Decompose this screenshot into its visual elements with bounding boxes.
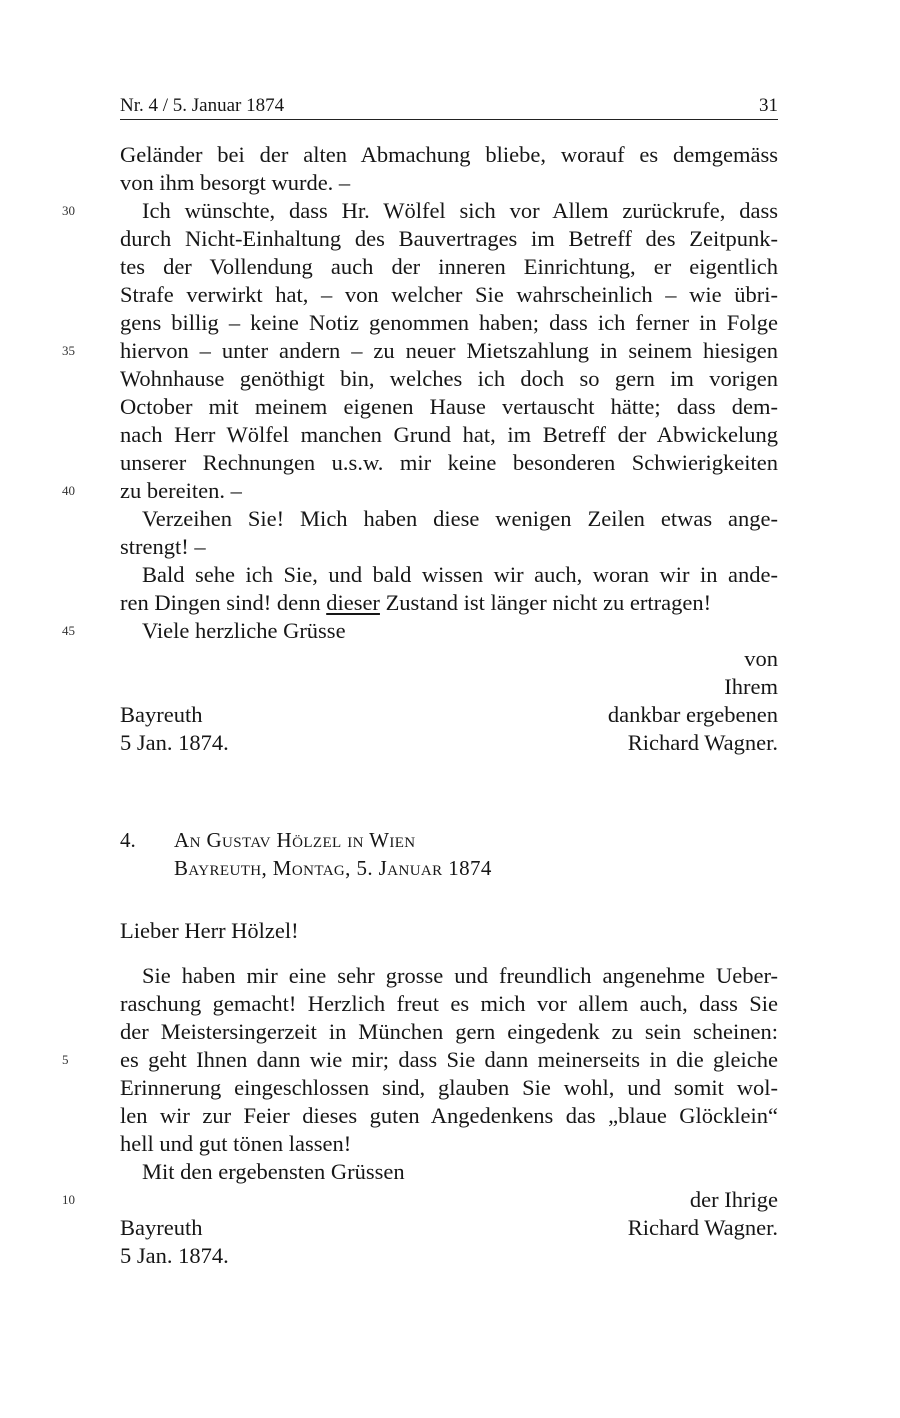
salutation: Lieber Herr Hölzel! bbox=[120, 918, 299, 943]
text-line: Mit den ergebensten Grüssen bbox=[142, 1159, 405, 1184]
text-line: hiervon – unter andern – zu neuer Mietszahlung in seinem hiesigen bbox=[120, 338, 778, 363]
text-line: len wir zur Feier dieses guten Angedenkens das „blaue Glöcklein“ bbox=[120, 1103, 778, 1128]
line-number: 35 bbox=[62, 343, 75, 358]
closing-line: Ihrem bbox=[724, 674, 778, 699]
text-line: strengt! – bbox=[120, 534, 206, 559]
line-number: 30 bbox=[62, 203, 75, 218]
letter-number: 4. bbox=[120, 828, 136, 852]
letter-title: An Gustav Hölzel in Wien bbox=[174, 828, 416, 852]
text-line: raschung gemacht! Herzlich freut es mich vor allem auch, dass Sie bbox=[120, 991, 778, 1016]
closing-line: dankbar ergebenen bbox=[607, 702, 778, 727]
text-line: Erinnerung eingeschlossen sind, glauben Sie wohl, und somit wol- bbox=[120, 1075, 778, 1100]
line-number: 45 bbox=[62, 623, 75, 638]
text-line: der Meistersingerzeit in München gern eingedenk zu sein scheinen: bbox=[120, 1019, 778, 1044]
line-number: 5 bbox=[62, 1052, 69, 1067]
place: Bayreuth bbox=[120, 702, 203, 727]
text-line: Strafe verwirkt hat, – von welcher Sie wahrscheinlich – wie übri- bbox=[120, 282, 778, 307]
letter-dateline: Bayreuth, Montag, 5. Januar 1874 bbox=[174, 856, 492, 880]
text-line: gens billig – keine Notiz genommen haben; dass ich ferner in Folge bbox=[120, 310, 778, 335]
text-line: Wohnhause genöthigt bin, welches ich doch so gern im vorigen bbox=[120, 366, 778, 391]
text-line: Viele herzliche Grüsse bbox=[142, 618, 346, 643]
signature: Richard Wagner. bbox=[627, 730, 778, 755]
place: Bayreuth bbox=[120, 1215, 203, 1240]
text-segment: Zustand ist länger nicht zu ertragen! bbox=[379, 590, 712, 615]
text-line: Geländer bei der alten Abmachung bliebe, worauf es demgemäss bbox=[120, 142, 778, 167]
date: 5 Jan. 1874. bbox=[120, 1243, 229, 1268]
line-number: 10 bbox=[62, 1192, 75, 1207]
text-line: Bald sehe ich Sie, und bald wissen wir auch, woran wir in ande- bbox=[142, 562, 778, 587]
text-line: tes der Vollendung auch der inneren Einrichtung, er eigentlich bbox=[120, 254, 778, 279]
text-line: durch Nicht-Einhaltung des Bauvertrages im Betreff des Zeitpunk- bbox=[120, 226, 778, 251]
text-line: es geht Ihnen dann wie mir; dass Sie dann meinerseits in die gleiche bbox=[120, 1047, 778, 1072]
underlined-word: dieser bbox=[326, 590, 380, 615]
text-line: zu bereiten. – bbox=[120, 478, 242, 503]
text-line: unserer Rechnungen u.s.w. mir keine besonderen Schwierigkeiten bbox=[120, 450, 778, 475]
header-title: Nr. 4 / 5. Januar 1874 bbox=[120, 95, 285, 116]
text-line: Sie haben mir eine sehr grosse und freundlich angenehme Ueber- bbox=[142, 963, 778, 988]
text-line: Ich wünschte, dass Hr. Wölfel sich vor Allem zurückrufe, dass bbox=[142, 198, 778, 223]
text-line: October mit meinem eigenen Hause vertauscht hätte; dass dem- bbox=[120, 394, 778, 419]
running-header bbox=[120, 93, 778, 120]
line-number: 40 bbox=[62, 483, 75, 498]
closing-line: von bbox=[744, 646, 778, 671]
page-number: 31 bbox=[759, 95, 778, 116]
text-line: Verzeihen Sie! Mich haben diese wenigen Zeilen etwas ange- bbox=[142, 506, 778, 531]
closing-line: der Ihrige bbox=[689, 1187, 778, 1212]
signature: Richard Wagner. bbox=[627, 1215, 778, 1240]
text-line-with-underline bbox=[120, 589, 778, 617]
text-line: von ihm besorgt wurde. – bbox=[120, 170, 351, 195]
text-line: hell und gut tönen lassen! bbox=[120, 1131, 352, 1156]
text-segment: ren Dingen sind! denn bbox=[120, 590, 327, 615]
date: 5 Jan. 1874. bbox=[120, 730, 229, 755]
text-line: nach Herr Wölfel manchen Grund hat, im Betreff der Abwickelung bbox=[120, 422, 778, 447]
